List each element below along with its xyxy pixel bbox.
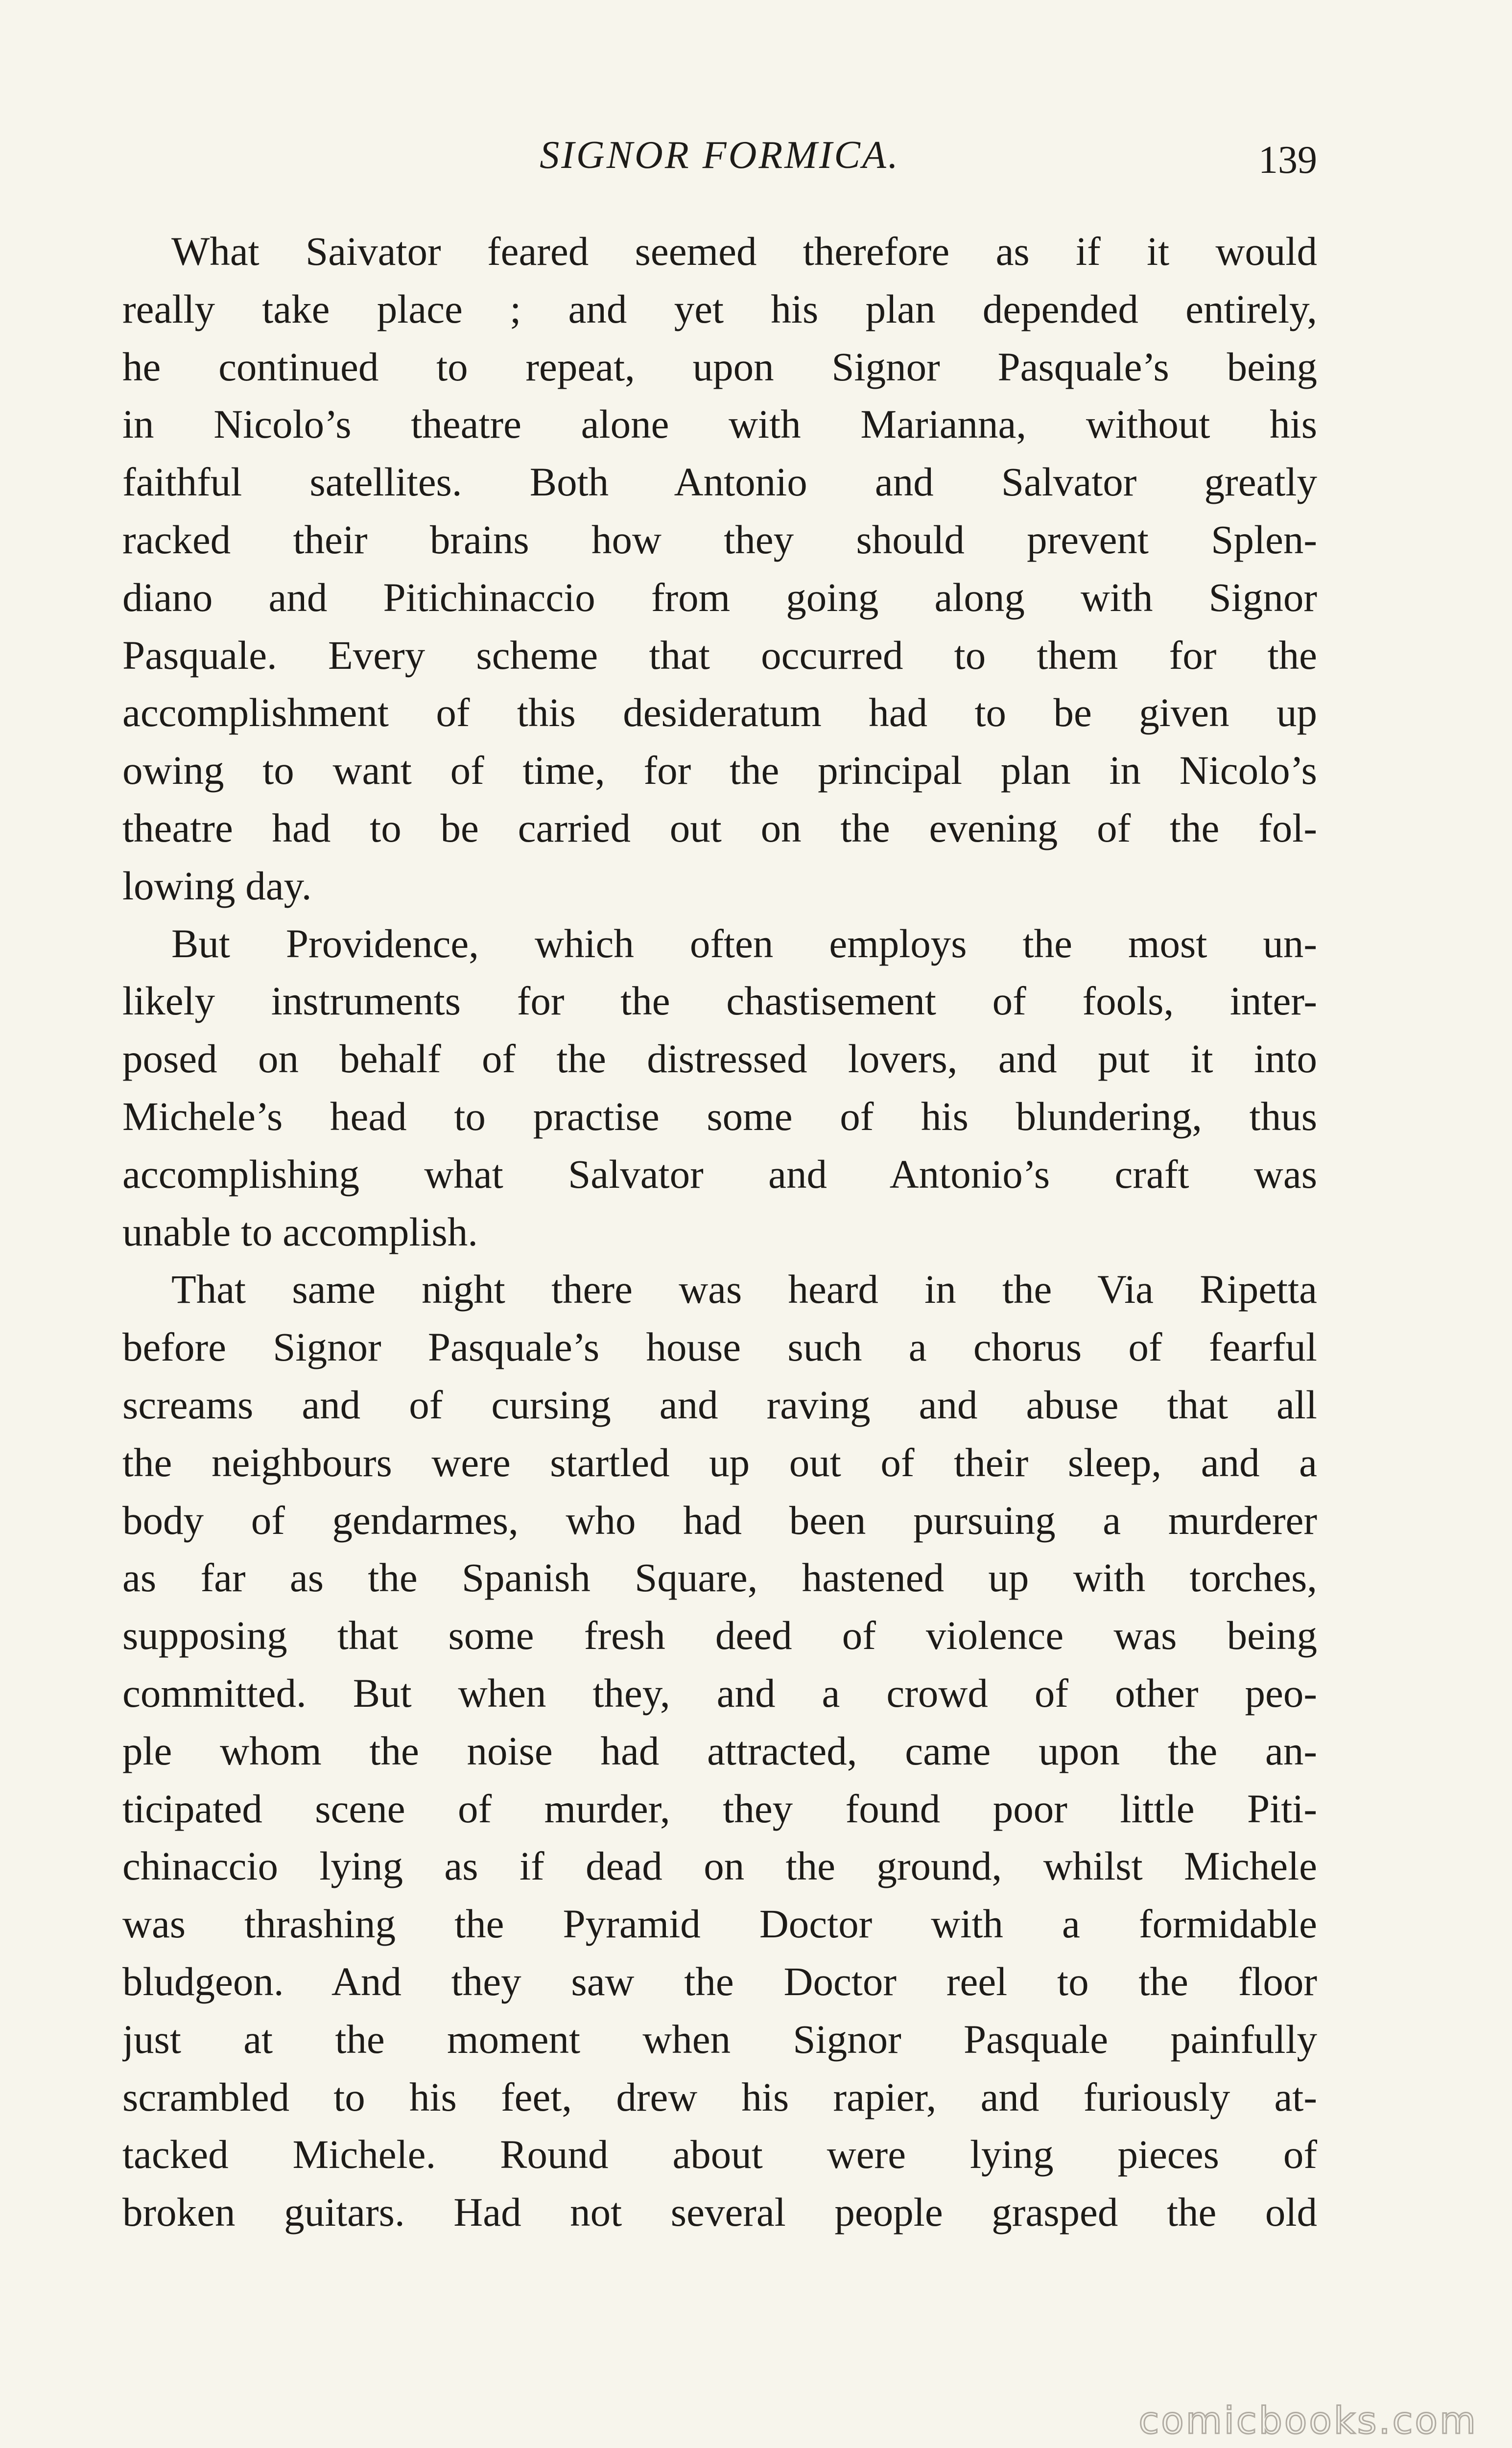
page-number: 139 (1258, 139, 1317, 182)
text-line: What Saivator feared seemed therefore as if it would (171, 229, 1317, 274)
text-line: was thrashing the Pyramid Doctor with a formidable (122, 1901, 1317, 1947)
text-line: supposing that some fresh deed of violence was being (122, 1613, 1317, 1658)
text-line: likely instruments for the chastisement of fools, inter- (122, 978, 1317, 1024)
text-line: Pasquale. Every scheme that occurred to them for the (122, 632, 1317, 678)
text-line: accomplishment of this desideratum had to be given up (122, 690, 1317, 735)
text-line: broken guitars. Had not several people grasped the old (122, 2189, 1317, 2235)
text-line: lowing day. (122, 863, 312, 908)
text-line: diano and Pitichinaccio from going along with Signor (122, 574, 1317, 620)
text-line: as far as the Spanish Square, hastened up with torches, (122, 1555, 1317, 1601)
text-line: committed. But when they, and a crowd of other peo- (122, 1670, 1317, 1716)
text-line: unable to accomplish. (122, 1209, 478, 1254)
text-line: racked their brains how they should prevent Splen- (122, 517, 1317, 562)
text-line: owing to want of time, for the principal plan in Nicolo’s (122, 748, 1317, 793)
watermark-logo: comicbooks.com (1138, 2399, 1478, 2442)
text-line: before Signor Pasquale’s house such a chorus of fearful (122, 1324, 1317, 1370)
text-line: bludgeon. And they saw the Doctor reel to the floor (122, 1958, 1317, 2004)
text-line: Michele’s head to practise some of his blundering, thus (122, 1093, 1317, 1139)
text-line: ticipated scene of murder, they found poor little Piti- (122, 1786, 1317, 1831)
text-line: But Providence, which often employs the most un- (171, 920, 1317, 966)
text-line: chinaccio lying as if dead on the ground, whilst Michele (122, 1843, 1317, 1889)
running-title: SIGNOR FORMICA. (540, 134, 900, 177)
text-line: accomplishing what Salvator and Antonio’s craft was (122, 1151, 1317, 1197)
running-head (122, 128, 1317, 182)
text-line: ple whom the noise had attracted, came upon the an- (122, 1728, 1317, 1773)
text-line: screams and of cursing and raving and abuse that all (122, 1382, 1317, 1427)
text-line: posed on behalf of the distressed lovers, and put it into (122, 1036, 1317, 1082)
text-line: tacked Michele. Round about were lying pieces of (122, 2132, 1317, 2177)
text-line: scrambled to his feet, drew his rapier, and furiously at- (122, 2074, 1317, 2119)
text-line: he continued to repeat, upon Signor Pasquale’s being (122, 344, 1317, 389)
text-line: just at the moment when Signor Pasquale painfully (122, 2016, 1317, 2062)
text-line: theatre had to be carried out on the evening of the fol- (122, 805, 1317, 850)
text-line: faithful satellites. Both Antonio and Salvator greatly (122, 459, 1317, 505)
body-text (122, 223, 1317, 2241)
text-line: the neighbours were startled up out of their sleep, and a (122, 1439, 1317, 1485)
text-line: in Nicolo’s theatre alone with Marianna, without his (122, 401, 1317, 447)
text-line: That same night there was heard in the Via Ripetta (171, 1267, 1317, 1312)
text-line: really take place ; and yet his plan depended entirely, (122, 286, 1317, 331)
text-line: body of gendarmes, who had been pursuing a murderer (122, 1497, 1317, 1543)
